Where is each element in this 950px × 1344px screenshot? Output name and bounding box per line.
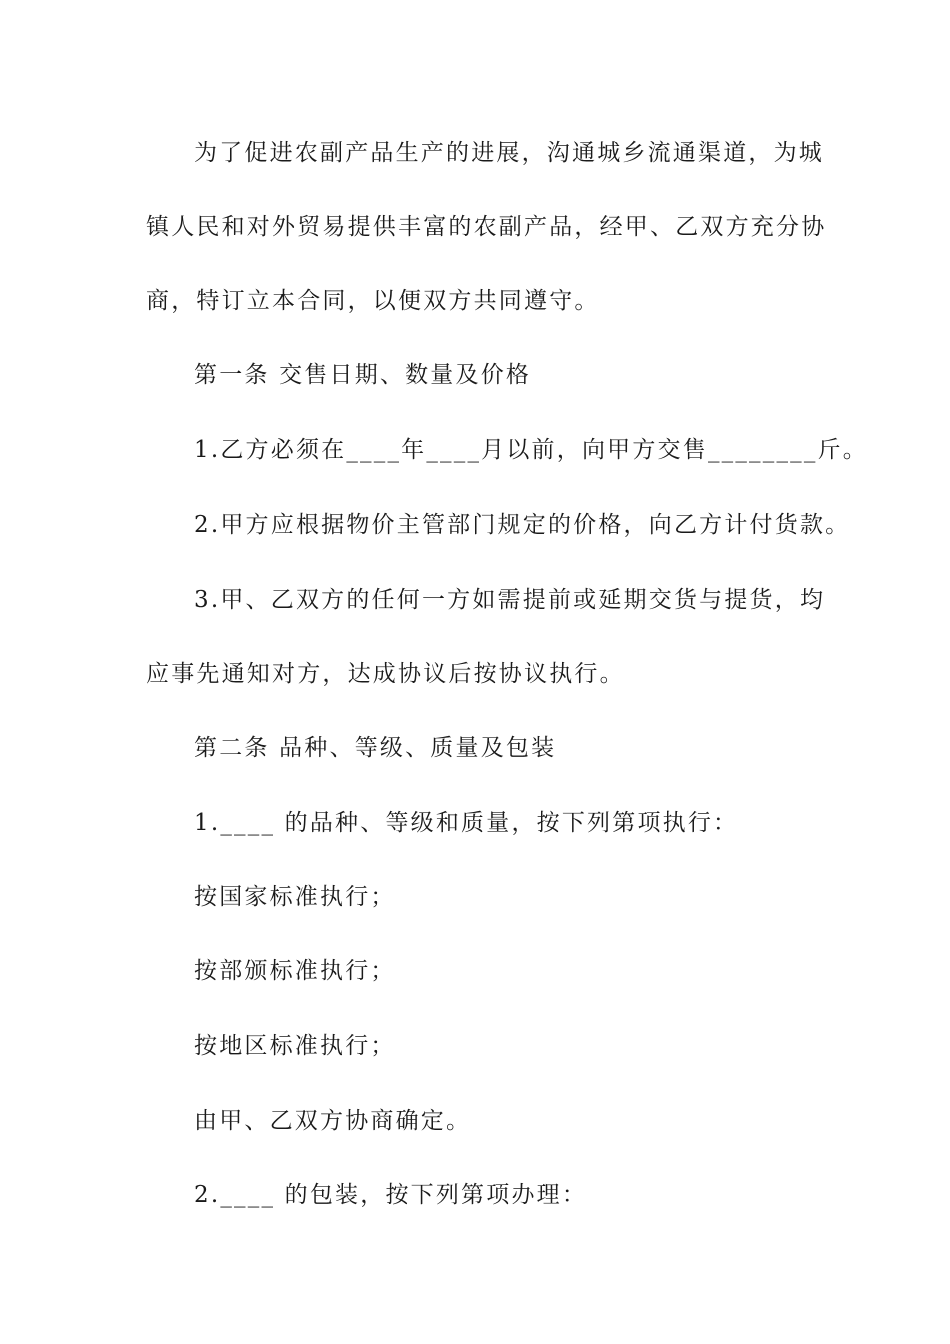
article-2-heading: 第二条 品种、等级、质量及包装 [194, 735, 557, 761]
article-1-clause-2: 2.甲方应根据物价主管部门规定的价格，向乙方计付货款。 [194, 512, 851, 538]
standard-option-negotiated: 由甲、乙双方协商确定。 [194, 1108, 472, 1134]
standard-option-national: 按国家标准执行； [194, 884, 396, 910]
article-1-heading: 第一条 交售日期、数量及价格 [194, 362, 532, 388]
article-2-clause-2: 2.____ 的包装，按下列第项办理： [194, 1182, 588, 1208]
paragraph-intro-line-3: 商，特订立本合同，以便双方共同遵守。 [146, 288, 600, 314]
article-1-clause-3-line-2: 应事先通知对方，达成协议后按协议执行。 [146, 661, 625, 687]
article-2-clause-1: 1.____ 的品种、等级和质量，按下列第项执行： [194, 810, 739, 836]
paragraph-intro-line-2: 镇人民和对外贸易提供丰富的农副产品，经甲、乙双方充分协 [146, 214, 827, 240]
article-1-clause-1: 1.乙方必须在____年____月以前，向甲方交售________斤。 [194, 437, 868, 463]
article-1-clause-3-line-1: 3.甲、乙双方的任何一方如需提前或延期交货与提货，均 [194, 587, 826, 613]
standard-option-regional: 按地区标准执行； [194, 1033, 396, 1059]
paragraph-intro-line-1: 为了促进农副产品生产的进展，沟通城乡流通渠道，为城 [194, 140, 824, 166]
standard-option-ministry: 按部颁标准执行； [194, 958, 396, 984]
